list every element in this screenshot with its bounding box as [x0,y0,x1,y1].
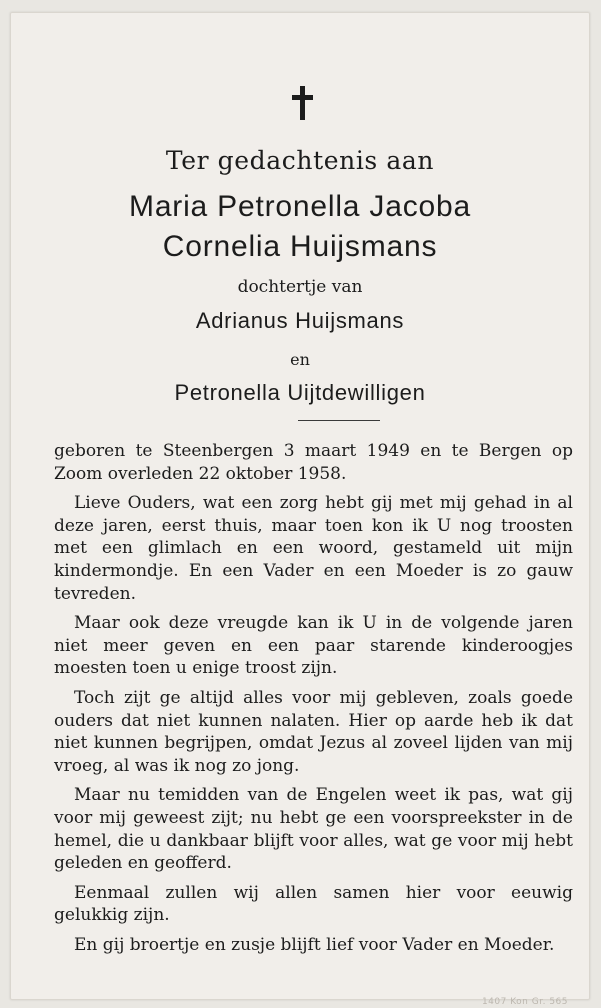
memorial-text [54,440,573,963]
paragraph-4: Toch zijt ge altijd alles voor mij gebleven, zoals goede ouders dat niet kunnen nalaten. Hier op aarde heb ik dat niet kunnen begrijpen, omdat Jezus al zoveel lijden van mij vroeg, al was ik nog zo jong. [54,687,573,776]
printer-mark: 1407 Kon Gr. 565 [481,997,568,1007]
conjunction-text: en [290,350,310,369]
deceased-name-line-1: Maria Petronella Jacoba [129,190,471,223]
intro-heading: Ter gedachtenis aan [165,146,435,175]
relation-text: dochtertje van [237,277,363,297]
paragraph-7: En gij broertje en zusje blijft lief voor Vader en Moeder. [74,934,555,955]
deceased-name-line-2: Cornelia Huijsmans [162,230,438,263]
father-name: Adrianus Huijsmans [195,308,405,333]
paragraph-5: Maar nu temidden van de Engelen weet ik pas, wat gij voor mij geweest zijt; nu hebt ge een voorspreekster in de hemel, die u dankbaar blijft voor alles, wat ge voor mij hebt geleden en geofferd. [54,785,573,874]
paragraph-3: Maar ook deze vreugde kan ik U in de volgende jaren niet meer geven en een paar starende kinderoogjes moesten toen u enige troost zijn. [54,613,573,679]
mother-name: Petronella Uijtdewilligen [174,380,426,405]
paragraph-2: Lieve Ouders, wat een zorg hebt gij met mij gehad in al deze jaren, eerst thuis, maar toen kon ik U nog troosten met een glimlach en een woord, gestameld uit mijn kindermondje. En een Vader en een Moeder is zo gauw tevreden. [54,493,573,604]
divider-rule [298,420,380,421]
memorial-card [10,12,590,1007]
paragraph-6: Eenmaal zullen wij allen samen hier voor eeuwig gelukkig zijn. [54,882,573,926]
birth-death-paragraph: geboren te Steenbergen 3 maart 1949 en te Bergen op Zoom overleden 22 oktober 1958. [54,441,573,484]
cross-icon [291,86,315,120]
